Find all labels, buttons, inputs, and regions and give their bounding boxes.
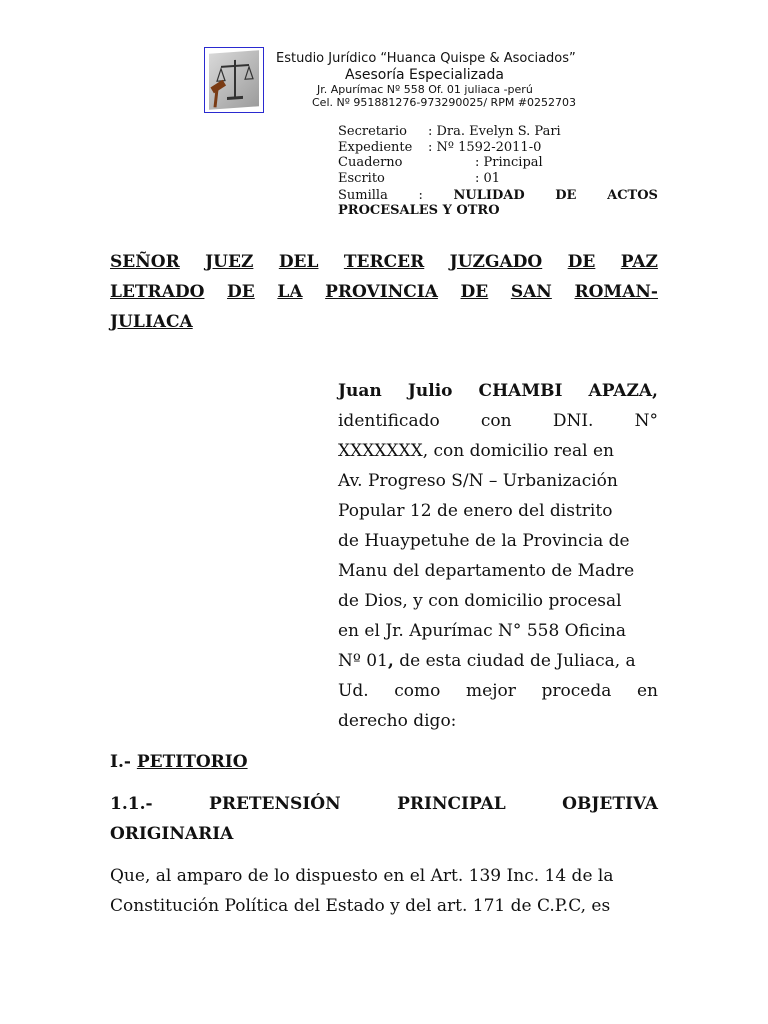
petitioner-line-4: Av. Progreso S/N – Urbanización (338, 471, 618, 491)
firm-address: Jr. Apurímac Nº 558 Of. 01 juliaca -perú (317, 83, 533, 96)
petitioner-name (338, 381, 658, 401)
secretario-value: : Dra. Evelyn S. Pari (428, 124, 561, 139)
petitioner-line-5: Popular 12 de enero del distrito (338, 501, 613, 521)
petitorio-heading (110, 752, 248, 772)
firm-tagline: Asesoría Especializada (345, 67, 504, 83)
name-word: CHAMBI (478, 381, 563, 401)
sumilla-line2: PROCESALES Y OTRO (338, 203, 500, 218)
addressee-word: TERCER (343, 252, 425, 272)
addressee-word: PROVINCIA (325, 282, 438, 302)
petitioner-line-2 (338, 411, 658, 431)
text-word: Ud. (338, 681, 369, 701)
addressee-word: DE (227, 282, 255, 302)
bold-comma: , (387, 651, 394, 671)
firm-name: Estudio Jurídico “Huanca Quispe & Asociados” (276, 51, 576, 66)
addressee-word: LETRADO (110, 282, 205, 302)
expediente-row (338, 140, 542, 155)
sumilla-colon: : (418, 188, 423, 203)
text-word: N° (634, 411, 658, 431)
secretario-row (338, 124, 561, 139)
text-word: como (394, 681, 441, 701)
name-word: APAZA, (588, 381, 658, 401)
cuaderno-row (338, 155, 543, 170)
firm-logo (204, 47, 264, 113)
name-word: Julio (407, 381, 453, 401)
scales-of-justice-gavel-icon (209, 50, 259, 109)
line-text: de esta ciudad de Juliaca, a (393, 651, 636, 671)
petitorio-number: I.- (110, 752, 131, 772)
addressee-word: LA (277, 282, 303, 302)
section-word: OBJETIVA (562, 794, 658, 814)
section-word: PRETENSIÓN (209, 794, 341, 814)
sumilla-word: DE (555, 188, 577, 203)
text-word: DNI. (552, 411, 594, 431)
text-word: en (636, 681, 658, 701)
section-word: 1.1.- (110, 794, 153, 814)
sumilla-label: Sumilla (338, 188, 388, 203)
sumilla (338, 188, 658, 218)
escrito-value: : 01 (475, 171, 501, 186)
petitioner-line-9: en el Jr. Apurímac N° 558 Oficina (338, 621, 626, 641)
addressee (110, 247, 658, 337)
addressee-word: JUEZ (205, 252, 254, 272)
addressee-word: JUZGADO (449, 252, 543, 272)
section-1-1-line-2: ORIGINARIA (110, 824, 234, 844)
petitioner-line-8: de Dios, y con domicilio procesal (338, 591, 622, 611)
petitorio-title: PETITORIO (136, 752, 248, 772)
addressee-word: DE (567, 252, 596, 272)
cuaderno-label: Cuaderno (338, 155, 403, 170)
paragraph-line-2: Constitución Política del Estado y del art. 171 de C.P.C, es (110, 896, 611, 916)
addressee-line-2 (110, 277, 658, 307)
text-word: proceda (541, 681, 612, 701)
text-word: mejor (466, 681, 516, 701)
escrito-label: Escrito (338, 171, 385, 186)
sumilla-word: ACTOS (607, 188, 658, 203)
addressee-word: ROMAN- (574, 282, 658, 302)
text-word: con (480, 411, 512, 431)
addressee-word: DEL (278, 252, 319, 272)
cuaderno-value: : Principal (475, 155, 543, 170)
expediente-label: Expediente (338, 140, 413, 155)
petitioner-line-7: Manu del departamento de Madre (338, 561, 635, 581)
expediente-value: : Nº 1592-2011-0 (428, 140, 542, 155)
addressee-line-1 (110, 247, 658, 277)
addressee-word: SAN (510, 282, 552, 302)
sumilla-word: NULIDAD (453, 188, 525, 203)
addressee-word: PAZ (620, 252, 658, 272)
addressee-word: DE (460, 282, 489, 302)
escrito-row (338, 171, 501, 186)
secretario-label: Secretario (338, 124, 407, 139)
text-word: identificado (338, 411, 440, 431)
petitioner-line-12: derecho digo: (338, 711, 457, 731)
addressee-line-3: JULIACA (110, 312, 193, 332)
section-1-1-line-1 (110, 794, 658, 814)
petitioner-line-3: XXXXXXX, con domicilio real en (338, 441, 614, 461)
petitioner-line-10 (338, 651, 636, 671)
addressee-word: SEÑOR (110, 252, 180, 272)
paragraph-line-1: Que, al amparo de lo dispuesto en el Art. 139 Inc. 14 de la (110, 866, 614, 886)
name-word: Juan (338, 381, 382, 401)
petitioner-line-6: de Huaypetuhe de la Provincia de (338, 531, 630, 551)
section-word: PRINCIPAL (397, 794, 506, 814)
office-number: Nº 01 (338, 651, 388, 671)
petitioner-line-11 (338, 681, 658, 701)
firm-phones: Cel. Nº 951881276-973290025/ RPM #0252703 (312, 96, 577, 109)
